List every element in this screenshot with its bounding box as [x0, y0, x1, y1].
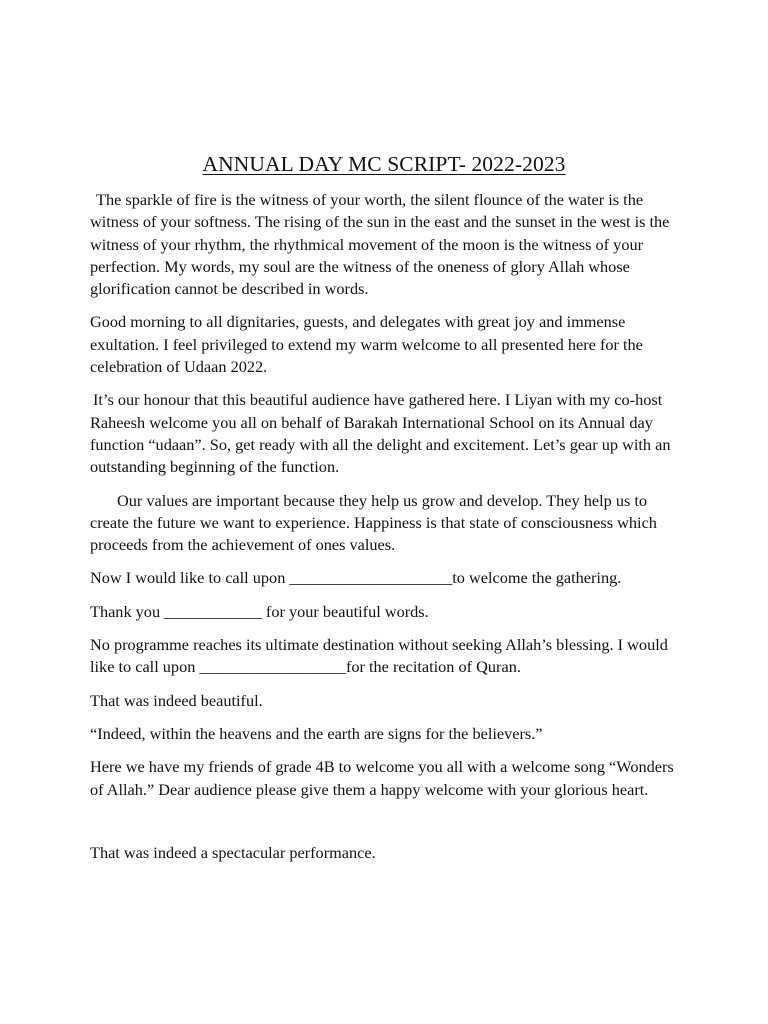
paragraph-beautiful: That was indeed beautiful.	[90, 690, 263, 710]
blank-gap	[90, 812, 680, 842]
paragraph-performance: That was indeed a spectacular performance.	[90, 842, 376, 862]
paragraph-opening: The sparkle of fire is the witness of your worth, the silent flounce of the water is the witness of your softness. The rising of the sun in the east and the sunset in the west is the witness of your rhythm, the rhythmical movement of the moon is the witness of your perfection. My words, my soul are the witness of the oneness of glory Allah whose glorification cannot be described in words.	[90, 190, 670, 299]
document-title: ANNUAL DAY MC SCRIPT- 2022-2023	[202, 152, 566, 176]
paragraph-introduction: It’s our honour that this beautiful audience have gathered here. I Liyan with my co-host Raheesh welcome you all on behalf of Barakah International School on its Annual day function “udaan”. So, get ready with all the delight and excitement. Let’s gear up with an outstanding beginning of the function.	[90, 390, 671, 477]
paragraph-thank-you: Thank you ____________ for your beautiful words.	[90, 601, 429, 621]
paragraph-welcome-song: Here we have my friends of grade 4B to welcome you all with a welcome song “Wonders of Allah.” Dear audience please give them a happy welcome with your glorious heart.	[90, 757, 674, 799]
document-body	[90, 189, 680, 875]
paragraph-values: Our values are important because they help us grow and develop. They help us to create the future we want to experience. Happiness is that state of consciousness which proceeds from the achievement of ones values.	[90, 490, 657, 555]
paragraph-call-welcome: Now I would like to call upon ____________________to welcome the gathering.	[90, 568, 622, 588]
paragraph-quran-call: No programme reaches its ultimate destination without seeking Allah’s blessing. I would like to call upon __________________for the recitation of Quran.	[90, 635, 668, 677]
paragraph-quote: “Indeed, within the heavens and the earth are signs for the believers.”	[90, 723, 543, 743]
paragraph-greeting: Good morning to all dignitaries, guests, and delegates with great joy and immense exultation. I feel privileged to extend my warm welcome to all presented here for the celebration of Udaan 2022.	[90, 312, 643, 377]
